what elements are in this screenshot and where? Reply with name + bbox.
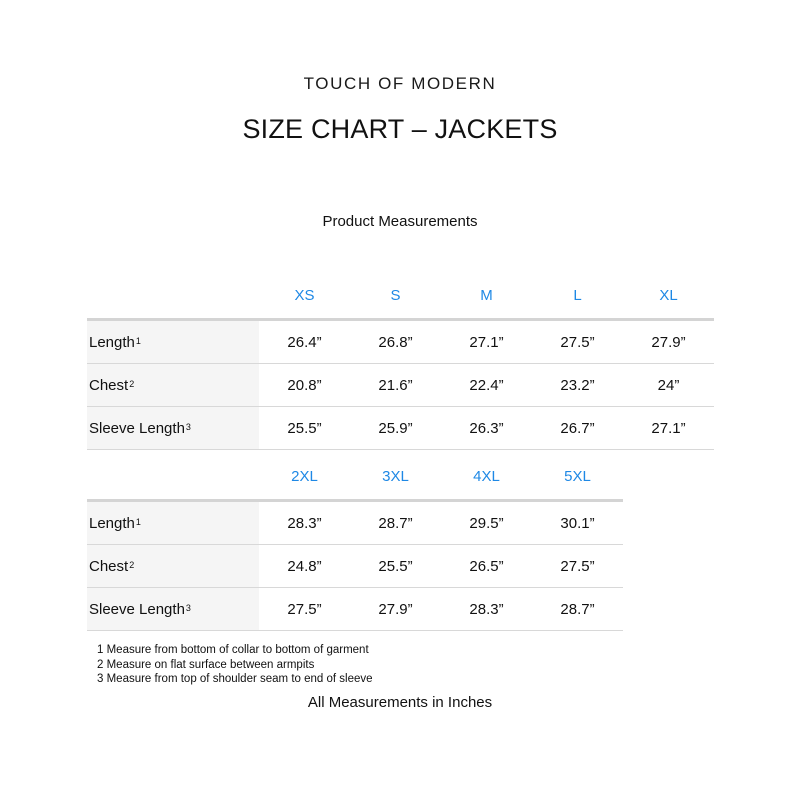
table-cell: 28.3”	[287, 514, 322, 532]
table-cell: 26.3”	[469, 419, 504, 437]
brand-logo: TOUCH OF MODERN	[303, 74, 497, 93]
table-cell: 25.5”	[378, 557, 413, 575]
table-cell: 29.5”	[469, 514, 504, 532]
page-title: SIZE CHART – JACKETS	[242, 114, 558, 144]
table-cell: 27.9”	[651, 333, 686, 351]
table-row-sleeve-length	[87, 407, 714, 450]
size-header-m: M	[480, 286, 493, 304]
size-header-4xl: 4XL	[473, 467, 500, 485]
table-row-chest	[87, 364, 714, 407]
size-header-xs: XS	[294, 286, 315, 304]
table-cell: 26.8”	[378, 333, 413, 351]
table-cell: 22.4”	[469, 376, 504, 394]
row-label-text: Sleeve Length	[89, 419, 185, 437]
table-cell: 25.5”	[287, 419, 322, 437]
row-label-text: Length	[89, 333, 135, 351]
size-header-xl: XL	[659, 286, 678, 304]
table-cell: 26.4”	[287, 333, 322, 351]
footnote-marker: 2	[129, 379, 135, 389]
table-row-chest	[87, 545, 623, 588]
table-cell: 27.5”	[560, 333, 595, 351]
table-row-length	[87, 318, 714, 364]
size-header-5xl: 5XL	[564, 467, 591, 485]
table-cell: 27.1”	[651, 419, 686, 437]
footnote-marker: 1	[135, 336, 141, 346]
row-label-text: Chest	[89, 376, 129, 394]
size-header-2xl: 2XL	[291, 467, 318, 485]
size-header-row	[87, 453, 623, 499]
footnote-3: 3 Measure from top of shoulder seam to end of sleeve	[97, 673, 373, 685]
size-header-s: S	[390, 286, 401, 304]
footnote-marker: 1	[135, 517, 141, 527]
table-cell: 23.2”	[560, 376, 595, 394]
row-label	[87, 364, 259, 406]
table-cell: 27.9”	[378, 600, 413, 618]
table-cell: 26.5”	[469, 557, 504, 575]
table-cell: 24”	[657, 376, 680, 394]
row-label	[87, 545, 259, 587]
table-cell: 28.3”	[469, 600, 504, 618]
units-note: All Measurements in Inches	[307, 694, 493, 711]
row-label	[87, 502, 259, 544]
table-row-length	[87, 499, 623, 545]
size-header-3xl: 3XL	[382, 467, 409, 485]
row-label-text: Length	[89, 514, 135, 532]
table-cell: 28.7”	[378, 514, 413, 532]
row-label	[87, 321, 259, 363]
footnote-1: 1 Measure from bottom of collar to bottom of garment	[97, 644, 369, 656]
row-label	[87, 407, 259, 449]
row-label-text: Chest	[89, 557, 129, 575]
footnote-marker: 3	[185, 603, 191, 613]
table-cell: 21.6”	[378, 376, 413, 394]
table-cell: 24.8”	[287, 557, 322, 575]
table-cell: 27.1”	[469, 333, 504, 351]
table-cell: 30.1”	[560, 514, 595, 532]
footnote-2: 2 Measure on flat surface between armpits	[97, 658, 315, 671]
size-header-l: L	[573, 286, 582, 304]
size-table-extended	[87, 453, 623, 631]
section-subtitle: Product Measurements	[322, 213, 478, 230]
footnote-marker: 2	[129, 560, 135, 570]
table-cell: 28.7”	[560, 600, 595, 618]
size-table-regular	[87, 272, 714, 450]
footnotes	[97, 643, 373, 687]
row-label	[87, 588, 259, 630]
size-header-row	[87, 272, 714, 318]
table-cell: 27.5”	[287, 600, 322, 618]
footnote-marker: 3	[185, 422, 191, 432]
table-cell: 25.9”	[378, 419, 413, 437]
table-cell: 27.5”	[560, 557, 595, 575]
table-cell: 20.8”	[287, 376, 322, 394]
table-cell: 26.7”	[560, 419, 595, 437]
row-label-text: Sleeve Length	[89, 600, 185, 618]
table-row-sleeve-length	[87, 588, 623, 631]
